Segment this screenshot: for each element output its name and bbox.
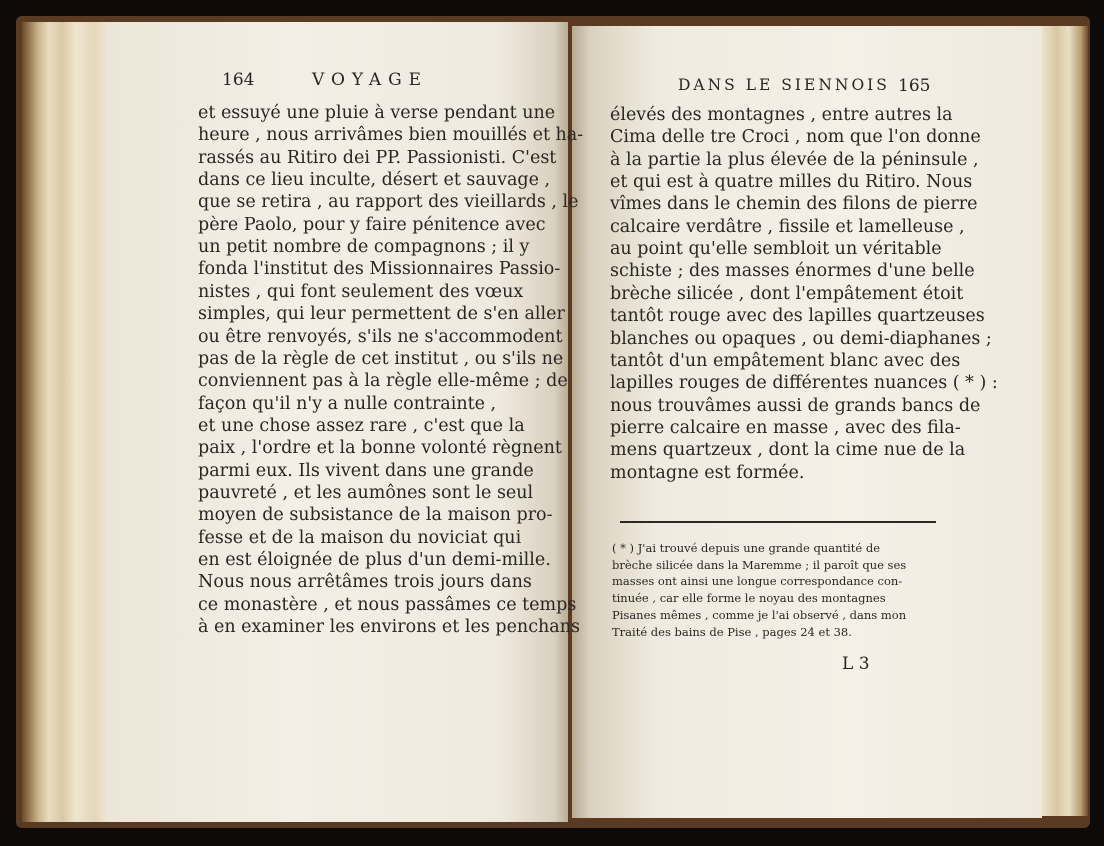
text-line: rassés au Ritiro dei PP. Passionisti. C'est (198, 147, 557, 168)
text-line: tantôt rouge avec des lapilles quartzeuses (610, 306, 985, 327)
text-line: mens quartzeux , dont la cime nue de la (610, 440, 966, 461)
footnote-line: masses ont ainsi une longue correspondance con- (612, 574, 903, 589)
text-line: nous trouvâmes aussi de grands bancs de (610, 395, 981, 416)
text-line: pierre calcaire en masse , avec des fila- (610, 417, 961, 438)
text-line: ou être renvoyés, s'ils ne s'accommodent (198, 326, 563, 347)
footnote-line: Traité des bains de Pise , pages 24 et 38. (612, 624, 852, 639)
left-page-number: 164 (222, 70, 255, 90)
text-line: Cima delle tre Croci , nom que l'on donne (610, 127, 981, 148)
text-line: Nous nous arrêtâmes trois jours dans (198, 572, 532, 593)
text-line: dans ce lieu inculte, désert et sauvage , (198, 170, 551, 191)
text-line: nistes , qui font seulement des vœux (198, 281, 524, 302)
text-line: brèche silicée , dont l'empâtement étoit (610, 283, 964, 304)
text-line: en est éloignée de plus d'un demi-mille. (198, 550, 551, 570)
text-line: un petit nombre de compagnons ; il y (198, 237, 530, 258)
text-line: fesse et de la maison du noviciat qui (198, 527, 522, 548)
text-line: fonda l'institut des Missionnaires Passio- (198, 259, 561, 280)
text-line: pas de la règle de cet institut , ou s'ils ne (198, 348, 564, 369)
text-line: pauvreté , et les aumônes sont le seul (198, 482, 534, 503)
text-line: heure , nous arrivâmes bien mouillés et ha- (198, 125, 584, 146)
text-line: et une chose assez rare , c'est que la (198, 415, 525, 436)
text-line: au point qu'elle sembloit un véritable (610, 239, 942, 260)
footnote-line: brèche silicée dans la Maremme ; il paroît que ses (612, 557, 907, 572)
text-line: que se retira , au rapport des vieillards , le (198, 192, 579, 213)
text-line: à en examiner les environs et les penchans (198, 617, 580, 638)
text-line: schiste ; des masses énormes d'une belle (610, 261, 975, 282)
footnote-line: ( * ) J'ai trouvé depuis une grande quantité de (612, 541, 881, 555)
text-line: façon qu'il n'y a nulle contrainte , (198, 393, 497, 414)
text-line: tantôt d'un empâtement blanc avec des (610, 350, 961, 371)
footnote-line: Pisanes mêmes , comme je l'ai observé , dans mon (612, 607, 907, 622)
text-line: élevés des montagnes , entre autres la (610, 105, 953, 125)
text-line: et qui est à quatre milles du Ritiro. Nous (610, 172, 973, 193)
footnote-line: tinuée , car elle forme le noyau des montagnes (612, 591, 886, 606)
text-line: parmi eux. Ils vivent dans une grande (198, 460, 534, 481)
text-line: lapilles rouges de différentes nuances ( * ) : (610, 373, 998, 394)
signature-mark: L 3 (842, 654, 870, 674)
text-line: montagne est formée. (610, 462, 805, 483)
right-page-edges (1040, 26, 1088, 816)
text-line: paix , l'ordre et la bonne volonté règnent (198, 438, 562, 459)
left-page-edges (22, 22, 112, 822)
text-line: ce monastère , et nous passâmes ce temps (198, 594, 577, 615)
text-line: vîmes dans le chemin des filons de pierre (610, 194, 978, 215)
left-running-head: VOYAGE (312, 70, 429, 90)
text-line: conviennent pas à la règle elle-même ; de (198, 371, 568, 392)
text-line: et essuyé une pluie à verse pendant une (198, 103, 556, 123)
text-line: à la partie la plus élevée de la péninsule , (610, 149, 979, 170)
footnote-rule (620, 521, 936, 523)
right-page-number: 165 (898, 76, 931, 96)
text-line: simples, qui leur permettent de s'en aller (198, 304, 565, 325)
text-line: père Paolo, pour y faire pénitence avec (198, 214, 546, 235)
text-line: moyen de subsistance de la maison pro- (198, 505, 553, 526)
right-running-head: DANS LE SIENNOIS (678, 76, 890, 94)
text-line: blanches ou opaques , ou demi-diaphanes ; (610, 328, 992, 349)
text-line: calcaire verdâtre , fissile et lamelleuse , (610, 216, 965, 237)
